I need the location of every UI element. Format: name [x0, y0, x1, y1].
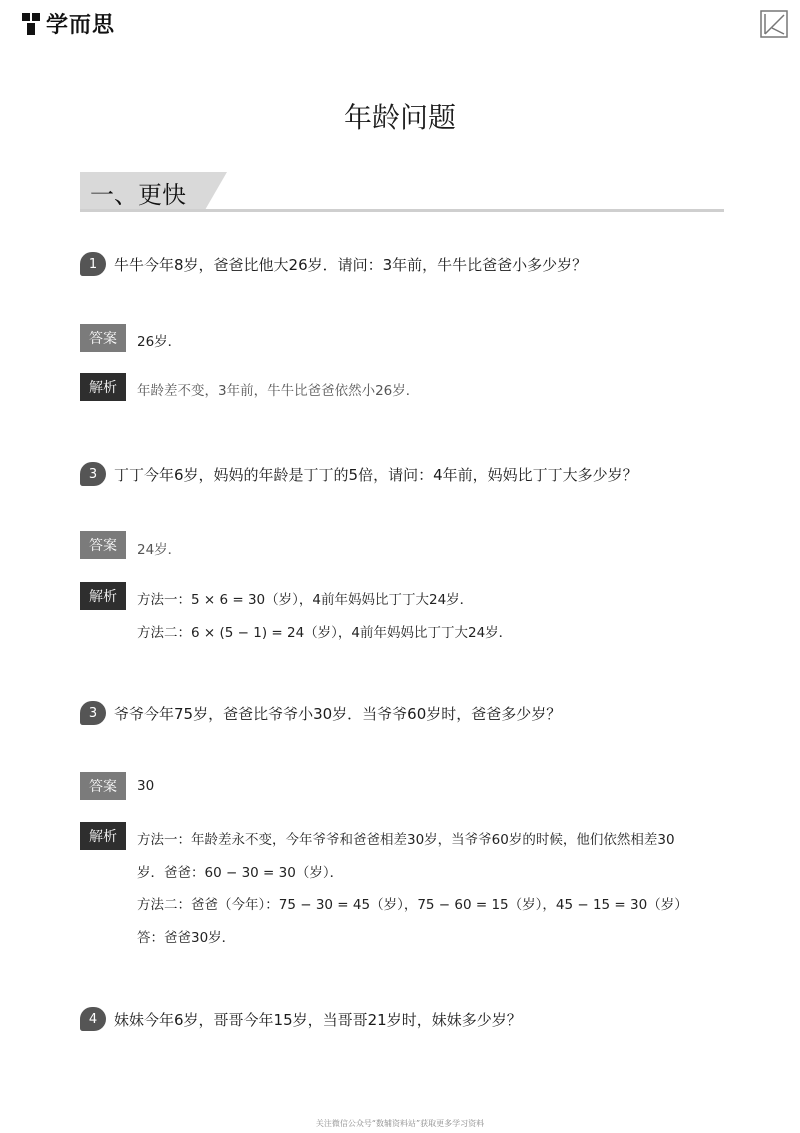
question-text: 丁丁今年6岁，妈妈的年龄是丁丁的5倍，请问：4年前，妈妈比丁丁大多少岁？ — [114, 465, 638, 484]
question-text: 爷爷今年75岁，爸爸比爷爷小30岁．当爷爷60岁时，爸爸多少岁？ — [114, 704, 562, 723]
brand-logo — [20, 8, 115, 39]
brand-name: 学而思 — [46, 13, 116, 38]
question-number-badge: 3 — [80, 462, 106, 486]
explanation-line: 答：爸爸30岁． — [137, 930, 236, 946]
question-4 — [80, 1007, 522, 1031]
footer-note: 关注微信公众号“数辅资料站”获取更多学习资料 — [315, 1119, 485, 1128]
explanation-line: 方法二：6 × (5 − 1) = 24（岁），4前年妈妈比丁丁大24岁． — [137, 625, 513, 641]
page-title: 年龄问题 — [343, 101, 456, 134]
explanation-line: 方法一：5 × 6 = 30（岁），4前年妈妈比丁丁大24岁． — [137, 592, 474, 608]
explanation-line: 方法一：年龄差永不变，今年爷爷和爸爸相差30岁，当爷爷60岁的时候，他们依然相差30 — [137, 832, 675, 848]
explanation-line: 岁．爸爸：60 − 30 = 30（岁）． — [137, 865, 344, 881]
question-number-badge: 3 — [80, 701, 106, 725]
corner-mark-icon — [760, 10, 788, 38]
section-header — [80, 172, 724, 212]
question-3 — [80, 701, 561, 725]
explanation-line: 方法二：爸爸（今年）：75 − 30 = 45（岁），75 − 60 = 15（岁），45 − 15 = 30（岁） — [137, 897, 688, 913]
xes-logo-icon — [20, 11, 42, 37]
explanation-tag: 解析 — [80, 582, 126, 610]
question-1 — [80, 252, 587, 276]
answer-text: 26岁． — [137, 334, 182, 350]
question-number-badge: 1 — [80, 252, 106, 276]
explanation-line: 年龄差不变，3年前，牛牛比爸爸依然小26岁． — [137, 383, 420, 399]
answer-tag: 答案 — [80, 324, 126, 352]
section-label: 一、更快 — [90, 181, 186, 209]
question-text: 牛牛今年8岁，爸爸比他大26岁．请问：3年前，牛牛比爸爸小多少岁？ — [114, 255, 588, 274]
question-number-badge: 4 — [80, 1007, 106, 1031]
answer-text: 30 — [137, 778, 155, 794]
question-2 — [80, 462, 638, 486]
answer-text: 24岁． — [137, 542, 182, 558]
answer-tag: 答案 — [80, 531, 126, 559]
explanation-tag: 解析 — [80, 373, 126, 401]
question-text: 妹妹今年6岁，哥哥今年15岁，当哥哥21岁时，妹妹多少岁？ — [114, 1010, 522, 1029]
answer-tag: 答案 — [80, 772, 126, 800]
explanation-tag: 解析 — [80, 822, 126, 850]
